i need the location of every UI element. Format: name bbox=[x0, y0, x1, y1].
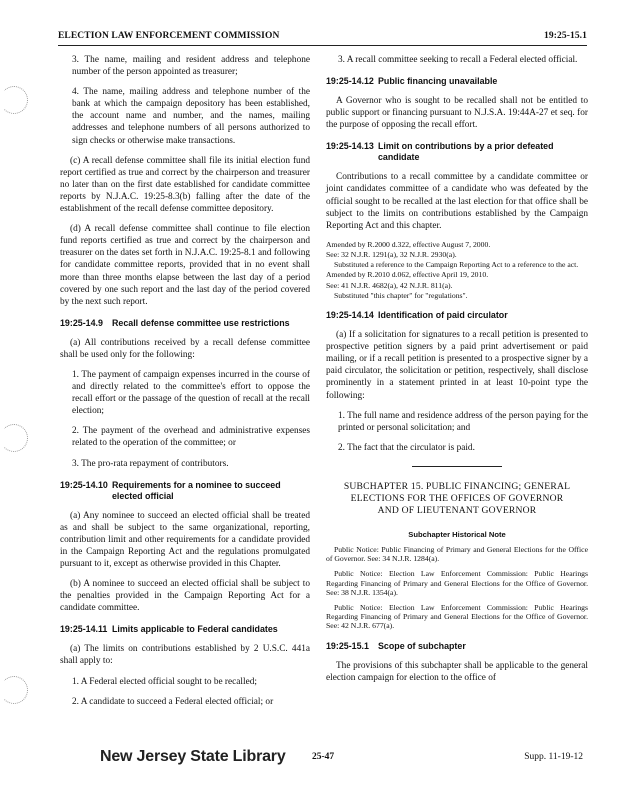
section-heading bbox=[326, 310, 588, 321]
punch-hole bbox=[0, 676, 28, 704]
section-number: 19:25-14.10 bbox=[60, 479, 108, 490]
history-line: Substituted a reference to the Campaign Reporting Act to a reference to the act. bbox=[334, 260, 579, 270]
history-line: See: 32 N.J.R. 1291(a), 32 N.J.R. 2930(a). bbox=[326, 250, 457, 260]
section-number: 19:25-14.9 bbox=[60, 317, 103, 328]
divider bbox=[412, 466, 502, 467]
paragraph: 3. The name, mailing and resident address and telephone number of the person appointed as treasurer; bbox=[72, 55, 310, 78]
page-footer bbox=[100, 748, 583, 772]
section-title: Recall defense committee use restrictions bbox=[112, 317, 290, 328]
section-heading bbox=[60, 624, 310, 635]
section-title: Identification of paid circulator bbox=[378, 310, 508, 321]
section-number: 19:25-14.11 bbox=[60, 624, 108, 635]
history-line: Substituted "this chapter" for "regulations". bbox=[334, 290, 468, 300]
paragraph: 2. The payment of the overhead and administrative expenses related to the operation of the committee; or bbox=[72, 426, 310, 449]
paragraph: 1. A Federal elected official sought to be recalled; bbox=[72, 676, 257, 687]
paragraph: 1. The full name and residence address of the person paying for the printed or personal solicitation; and bbox=[338, 410, 588, 433]
punch-hole bbox=[0, 86, 28, 114]
section-heading bbox=[60, 480, 310, 502]
paragraph: 4. The name, mailing address and telephone number of the bank at which the campaign depository has been established, the account name and number, and the names, mailing addresses and telephone numbers of all persons authorized to sign checks or otherwise make transactions. bbox=[72, 87, 310, 146]
subchapter-line: ELECTIONS FOR THE OFFICES OF GOVERNOR bbox=[350, 492, 564, 504]
paragraph: 3. A recall committee seeking to recall a Federal elected official. bbox=[338, 55, 578, 65]
subchapter-title bbox=[326, 481, 588, 517]
history-line: Amended by R.2010 d.062, effective April 19, 2010. bbox=[326, 270, 489, 280]
section-number: 19:25-14.14 bbox=[326, 310, 374, 321]
library-stamp: New Jersey State Library bbox=[100, 748, 286, 765]
subchapter-line: SUBCHAPTER 15. PUBLIC FINANCING; GENERAL bbox=[343, 480, 571, 492]
section-title: Requirements for a nominee to succeed bbox=[112, 479, 281, 490]
paragraph: A Governor who is sought to be recalled shall not be entitled to public support or financing pursuant to N.J.S.A. 19:44A-27 et seq. for the purpose of opposing the recall effort. bbox=[326, 96, 588, 131]
section-title: Limits applicable to Federal candidates bbox=[112, 624, 278, 635]
page-number: 25-47 bbox=[312, 752, 335, 762]
section-title-cont: elected official bbox=[112, 490, 174, 501]
history-line: Amended by R.2000 d.322, effective August 7, 2000. bbox=[326, 239, 491, 249]
section-heading bbox=[60, 318, 310, 329]
history-line: See: 41 N.J.R. 4682(a), 42 N.J.R. 811(a). bbox=[326, 280, 453, 290]
section-title: Scope of subchapter bbox=[378, 640, 466, 651]
section-number: 19:25-14.13 bbox=[326, 141, 374, 152]
public-notice: Public Notice: Public Financing of Primary and General Elections for the Office of Governor. See: 34 N.J.R. 1284(a). bbox=[326, 545, 588, 564]
section-title: Public financing unavailable bbox=[378, 76, 498, 87]
section-heading bbox=[326, 141, 588, 163]
running-header bbox=[58, 31, 587, 46]
section-heading bbox=[326, 641, 588, 652]
paragraph: 1. The payment of campaign expenses incurred in the course of and directly related to the committee's effort to oppose the recall effort or the passage of the question of recall at the recall election; bbox=[72, 369, 310, 417]
punch-hole bbox=[0, 424, 28, 452]
paragraph: The provisions of this subchapter shall be applicable to the general election campaign for election to the office of bbox=[326, 660, 588, 683]
paragraph: Contributions to a recall committee by a candidate committee or joint candidates committee of a candidate who was defeated by the official sought to be recalled at the last election for that office shall be subject to the limits on contributions established by the Campaign Reporting Act and this chapter. bbox=[326, 172, 588, 231]
paragraph: 2. The fact that the circulator is paid. bbox=[338, 442, 475, 453]
paragraph: (a) All contributions received by a recall defense committee shall be used only for the following: bbox=[60, 337, 310, 360]
section-title: Limit on contributions by a prior defeated bbox=[378, 141, 554, 152]
paragraph: (c) A recall defense committee shall file its initial election fund report certified as true and correct by the chairperson and treasurer no later than on the first date established for candidate committee reports by N.J.A.C. 19:25-8.3(b) falling after the date of the establishment of the recall defense committee depository. bbox=[60, 155, 310, 215]
section-number: 19:25-15.1 bbox=[326, 640, 369, 651]
header-section: 19:25-15.1 bbox=[544, 31, 587, 41]
paragraph: (a) If a solicitation for signatures to a recall petition is presented to prospective petition signers by a paid print advertisement or paid mailing, or if a recall petition is presented to a prospective signer by a paid circulator, the solicitation or petition, respectively, shall disclose prominently in a statement printed in at least 10-point type the following: bbox=[326, 330, 588, 401]
public-notice: Public Notice: Election Law Enforcement Commission: Public Hearings Regarding Financing of Primary and General Elections for the Office of Governor. See: 38 N.J.R. 1354(a). bbox=[326, 569, 588, 597]
section-heading bbox=[326, 76, 588, 87]
left-column bbox=[60, 54, 310, 716]
header-title: ELECTION LAW ENFORCEMENT COMMISSION bbox=[58, 31, 280, 41]
supplement-date: Supp. 11-19-12 bbox=[524, 752, 583, 762]
public-notice: Public Notice: Election Law Enforcement Commission: Public Hearings Regarding Financing of Primary and General Elections for the Office of Governor. See: 42 N.J.R. 677(a). bbox=[326, 603, 588, 631]
section-number: 19:25-14.12 bbox=[326, 76, 374, 87]
subchapter-line: AND OF LIEUTENANT GOVERNOR bbox=[377, 504, 537, 516]
section-title-cont: candidate bbox=[378, 152, 420, 163]
historical-note-title: Subchapter Historical Note bbox=[408, 529, 506, 539]
paragraph: (b) A nominee to succeed an elected official shall be subject to the penalties provided in the Campaign Reporting Act for a candidate committee. bbox=[60, 579, 310, 614]
right-column bbox=[326, 54, 588, 692]
paragraph: (a) Any nominee to succeed an elected official shall be treated as and shall be subject to the same organizational, reporting, contribution limit and other requirements for a candidate provided in the Campaign Reporting Act and the regulations promulgated pursuant to it, except as otherwise provided in this Chapter. bbox=[60, 510, 310, 569]
paragraph: (a) The limits on contributions established by 2 U.S.C. 441a shall apply to: bbox=[60, 644, 310, 667]
paragraph: (d) A recall defense committee shall continue to file election fund reports certified as true and correct by the chairperson and treasurer on the dates set forth in N.J.A.C. 19:25-8.1 and following for candidate committee reports, provided that in no event shall more than three months elapse between the last day of a period covered by one such report and the last day of the period covered by the next such report. bbox=[60, 224, 310, 307]
paragraph: 3. The pro-rata repayment of contributors. bbox=[72, 458, 229, 469]
paragraph: 2. A candidate to succeed a Federal elected official; or bbox=[72, 696, 274, 707]
